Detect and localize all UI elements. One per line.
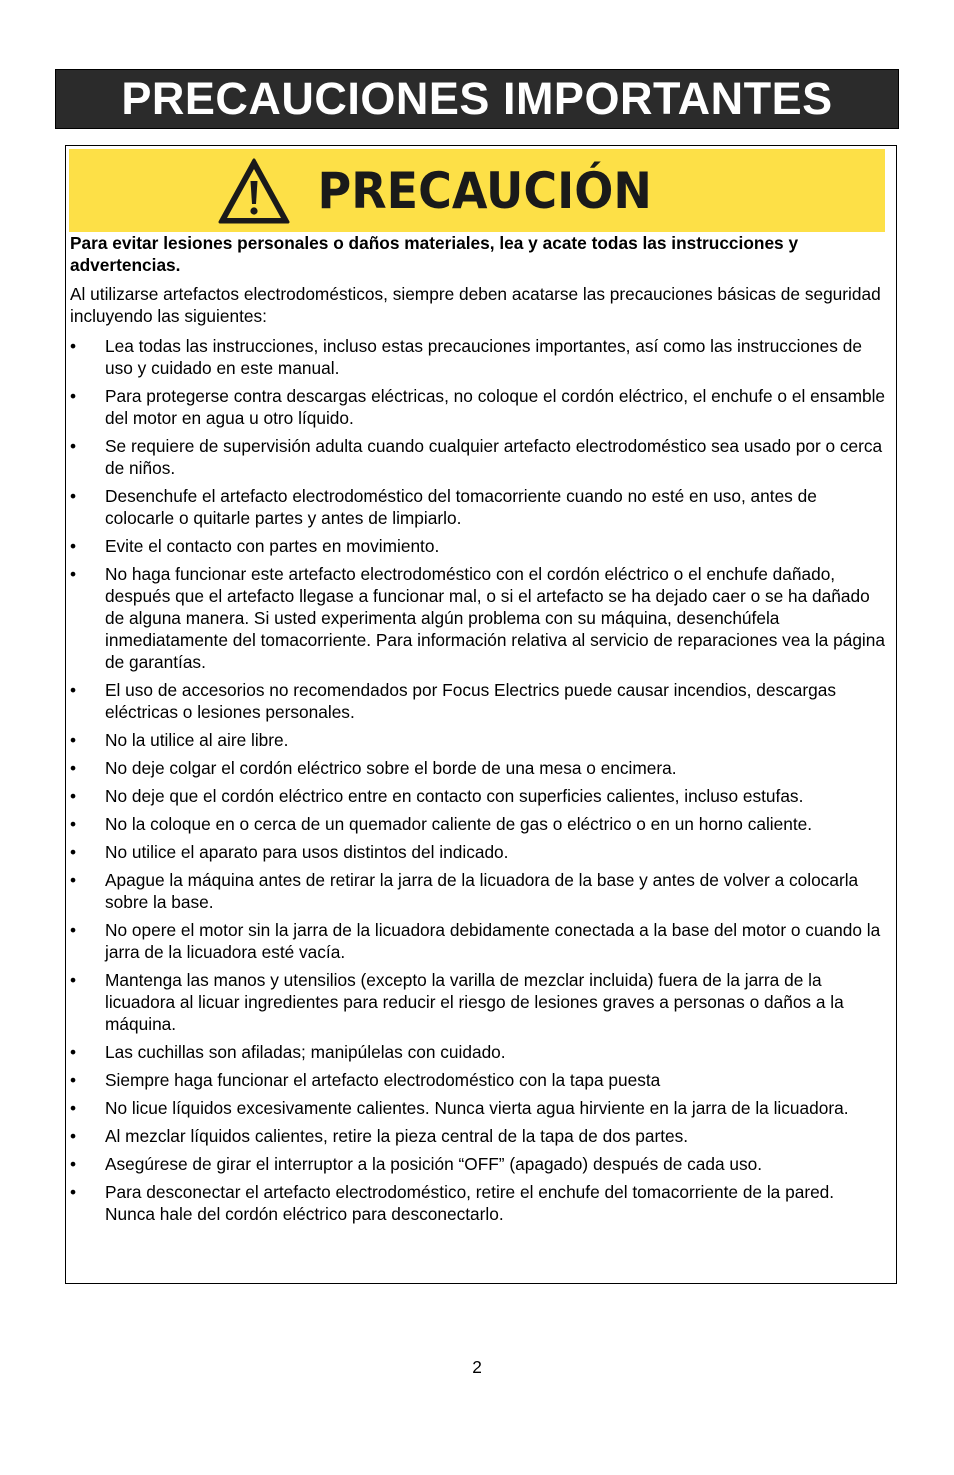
list-item-text: Al mezclar líquidos calientes, retire la pieza central de la tapa de dos partes.: [105, 1126, 689, 1146]
list-item-text: No deje que el cordón eléctrico entre en contacto con superficies calientes, incluso estufas.: [105, 786, 804, 806]
list-item: [70, 841, 886, 863]
list-item-text: Asegúrese de girar el interruptor a la posición “OFF” (apagado) después de cada uso.: [105, 1154, 763, 1174]
caution-box: [65, 145, 897, 1284]
list-item: [70, 679, 886, 723]
bullet-icon: •: [70, 920, 77, 940]
page-number: 2: [472, 1357, 482, 1377]
list-item-text: No la coloque en o cerca de un quemador caliente de gas o eléctrico o en un horno caliente.: [105, 814, 813, 834]
bullet-icon: •: [70, 758, 77, 778]
page-title: PRECAUCIONES IMPORTANTES: [121, 73, 833, 124]
list-item: [70, 969, 886, 1035]
bullet-icon: •: [70, 842, 77, 862]
list-item-text: Las cuchillas son afiladas; manipúlelas con cuidado.: [105, 1042, 506, 1062]
list-item: [70, 1041, 886, 1063]
list-item: [70, 785, 886, 807]
list-item-text: Siempre haga funcionar el artefacto electrodoméstico con la tapa puesta: [105, 1070, 661, 1090]
list-item-text: No haga funcionar este artefacto electrodoméstico con el cordón eléctrico o el enchufe dañado, después que el artefacto llegase a funcionar mal, o si el artefacto se ha dejado caer o se ha dañado de alguna manera. Si usted experimenta algún problema con su máquina, desenchúfela inmediatamente del tomacorriente. Para información relativa al servicio de reparaciones vea la página de garantías.: [105, 564, 885, 672]
bullet-icon: •: [70, 336, 77, 356]
bullet-icon: •: [70, 786, 77, 806]
list-item-text: El uso de accesorios no recomendados por Focus Electrics puede causar incendios, descargas eléctricas o lesiones personales.: [105, 680, 837, 722]
list-item-text: No deje colgar el cordón eléctrico sobre el borde de una mesa o encimera.: [105, 758, 677, 778]
list-item: [70, 335, 886, 379]
precautions-list: [70, 335, 886, 1225]
bullet-icon: •: [70, 680, 77, 700]
warning-triangle-icon: [217, 157, 291, 225]
bullet-icon: •: [70, 814, 77, 834]
list-item: [70, 1125, 886, 1147]
caution-banner: [69, 149, 885, 232]
list-item-text: Mantenga las manos y utensilios (excepto la varilla de mezclar incluida) fuera de la jarra de la licuadora al licuar ingredientes para reducir el riesgo de lesiones graves a personas o daños a la máquina.: [105, 970, 844, 1034]
list-item-text: No licue líquidos excesivamente calientes. Nunca vierta agua hirviente en la jarra de la licuadora.: [105, 1098, 849, 1118]
list-item: [70, 563, 886, 673]
bullet-icon: •: [70, 730, 77, 750]
bullet-icon: •: [70, 1154, 77, 1174]
list-item-text: Para protegerse contra descargas eléctricas, no coloque el cordón eléctrico, el enchufe o el ensamble del motor en agua u otro líquido.: [105, 386, 886, 428]
list-item: [70, 919, 886, 963]
list-item: [70, 435, 886, 479]
list-item-text: Desenchufe el artefacto electrodoméstico del tomacorriente cuando no esté en uso, antes de colocarle o quitarle partes y antes de limpiarlo.: [105, 486, 817, 528]
list-item: [70, 1069, 886, 1091]
bullet-icon: •: [70, 436, 77, 456]
list-item: [70, 1181, 886, 1225]
list-item: [70, 485, 886, 529]
bullet-icon: •: [70, 1042, 77, 1062]
bullet-icon: •: [70, 870, 77, 890]
list-item: [70, 1153, 886, 1175]
intro-paragraph: Al utilizarse artefactos electrodomésticos, siempre deben acatarse las precauciones básicas de seguridad incluyendo las siguientes:: [70, 284, 881, 326]
title-bar: [55, 69, 899, 129]
lead-statement: Para evitar lesiones personales o daños materiales, lea y acate todas las instrucciones y advertencias.: [70, 233, 799, 275]
bullet-icon: •: [70, 970, 77, 990]
list-item: [70, 1097, 886, 1119]
bullet-icon: •: [70, 486, 77, 506]
list-item: [70, 869, 886, 913]
caution-content: [70, 232, 886, 1231]
bullet-icon: •: [70, 1126, 77, 1146]
list-item: [70, 813, 886, 835]
list-item-text: Evite el contacto con partes en movimiento.: [105, 536, 440, 556]
bullet-icon: •: [70, 1070, 77, 1090]
list-item-text: No utilice el aparato para usos distintos del indicado.: [105, 842, 509, 862]
list-item-text: Apague la máquina antes de retirar la jarra de la licuadora de la base y antes de volver a colocarla sobre la base.: [105, 870, 859, 912]
list-item: [70, 757, 886, 779]
bullet-icon: •: [70, 564, 77, 584]
list-item-text: No la utilice al aire libre.: [105, 730, 289, 750]
list-item-text: Se requiere de supervisión adulta cuando cualquier artefacto electrodoméstico sea usado por o cerca de niños.: [105, 436, 883, 478]
list-item-text: Para desconectar el artefacto electrodoméstico, retire el enchufe del tomacorriente de la pared. Nunca hale del cordón eléctrico para desconectarlo.: [105, 1182, 835, 1224]
list-item-text: No opere el motor sin la jarra de la licuadora debidamente conectada a la base del motor o cuando la jarra de la licuadora esté vacía.: [105, 920, 881, 962]
list-item-text: Lea todas las instrucciones, incluso estas precauciones importantes, así como las instrucciones de uso y cuidado en este manual.: [105, 336, 862, 378]
bullet-icon: •: [70, 1182, 77, 1202]
list-item: [70, 535, 886, 557]
bullet-icon: •: [70, 386, 77, 406]
bullet-icon: •: [70, 536, 77, 556]
bullet-icon: •: [70, 1098, 77, 1118]
caution-word: PRECAUCIÓN: [317, 161, 653, 220]
list-item: [70, 385, 886, 429]
list-item: [70, 729, 886, 751]
